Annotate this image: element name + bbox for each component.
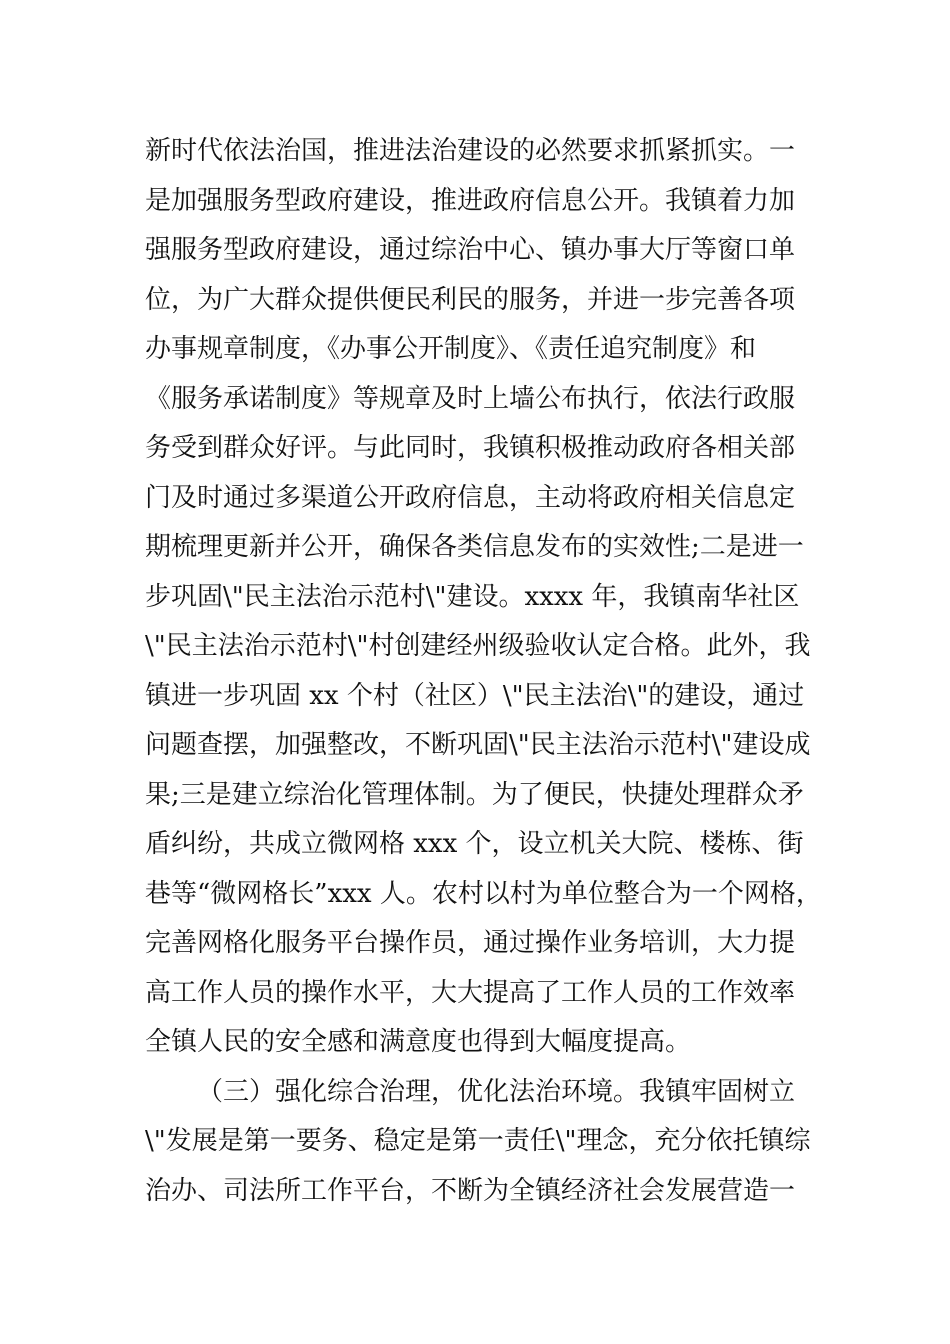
text-line: 巷等“微网格长”xxx 人。农村以村为单位整合为一个网格， <box>145 878 822 909</box>
section-heading-line: （三）强化综合治理，优化法治环境。我镇牢固树立 <box>197 1076 796 1107</box>
text-line: 《服务承诺制度》等规章及时上墙公布执行，依法行政服 <box>145 383 796 414</box>
text-line: \"民主法治示范村\"村创建经州级验收认定合格。此外，我 <box>145 631 811 661</box>
text-line: 新时代依法治国，推进法治建设的必然要求抓紧抓实。一 <box>145 136 796 166</box>
text-line: 问题查摆，加强整改，不断巩固\"民主法治示范村\"建设成 <box>145 730 811 760</box>
text-line: 镇进一步巩固 xx 个村（社区）\"民主法治\"的建设，通过 <box>145 680 805 711</box>
text-line: \"发展是第一要务、稳定是第一责任\"理念，充分依托镇综 <box>145 1126 811 1156</box>
text-line: 全镇人民的安全感和满意度也得到大幅度提高。 <box>145 1027 692 1057</box>
text-line: 高工作人员的操作水平，大大提高了工作人员的工作效率 <box>145 977 796 1008</box>
text-line: 步巩固\"民主法治示范村\"建设。xxxx 年，我镇南华社区 <box>145 581 800 612</box>
text-line: 强服务型政府建设，通过综治中心、镇办事大厅等窗口单 <box>145 235 796 265</box>
body-text <box>145 127 825 1216</box>
text-line: 位，为广大群众提供便民利民的服务，并进一步完善各项 <box>145 284 796 315</box>
text-line: 完善网格化服务平台操作员，通过操作业务培训，大力提 <box>145 928 796 958</box>
text-line: 期梳理更新并公开，确保各类信息发布的实效性;二是进一 <box>145 532 804 562</box>
text-line: 盾纠纷，共成立微网格 xxx 个，设立机关大院、楼栋、街 <box>145 829 804 859</box>
text-line: 务受到群众好评。与此同时，我镇积极推动政府各相关部 <box>145 433 796 463</box>
text-line: 门及时通过多渠道公开政府信息，主动将政府相关信息定 <box>145 482 796 513</box>
text-line: 是加强服务型政府建设，推进政府信息公开。我镇着力加 <box>145 185 796 216</box>
text-line: 治办、司法所工作平台，不断为全镇经济社会发展营造一 <box>145 1175 796 1206</box>
text-line: 果;三是建立综治化管理体制。为了便民，快捷处理群众矛 <box>145 779 804 810</box>
text-line: 办事规章制度，《办事公开制度》、《责任追究制度》和 <box>145 334 757 364</box>
